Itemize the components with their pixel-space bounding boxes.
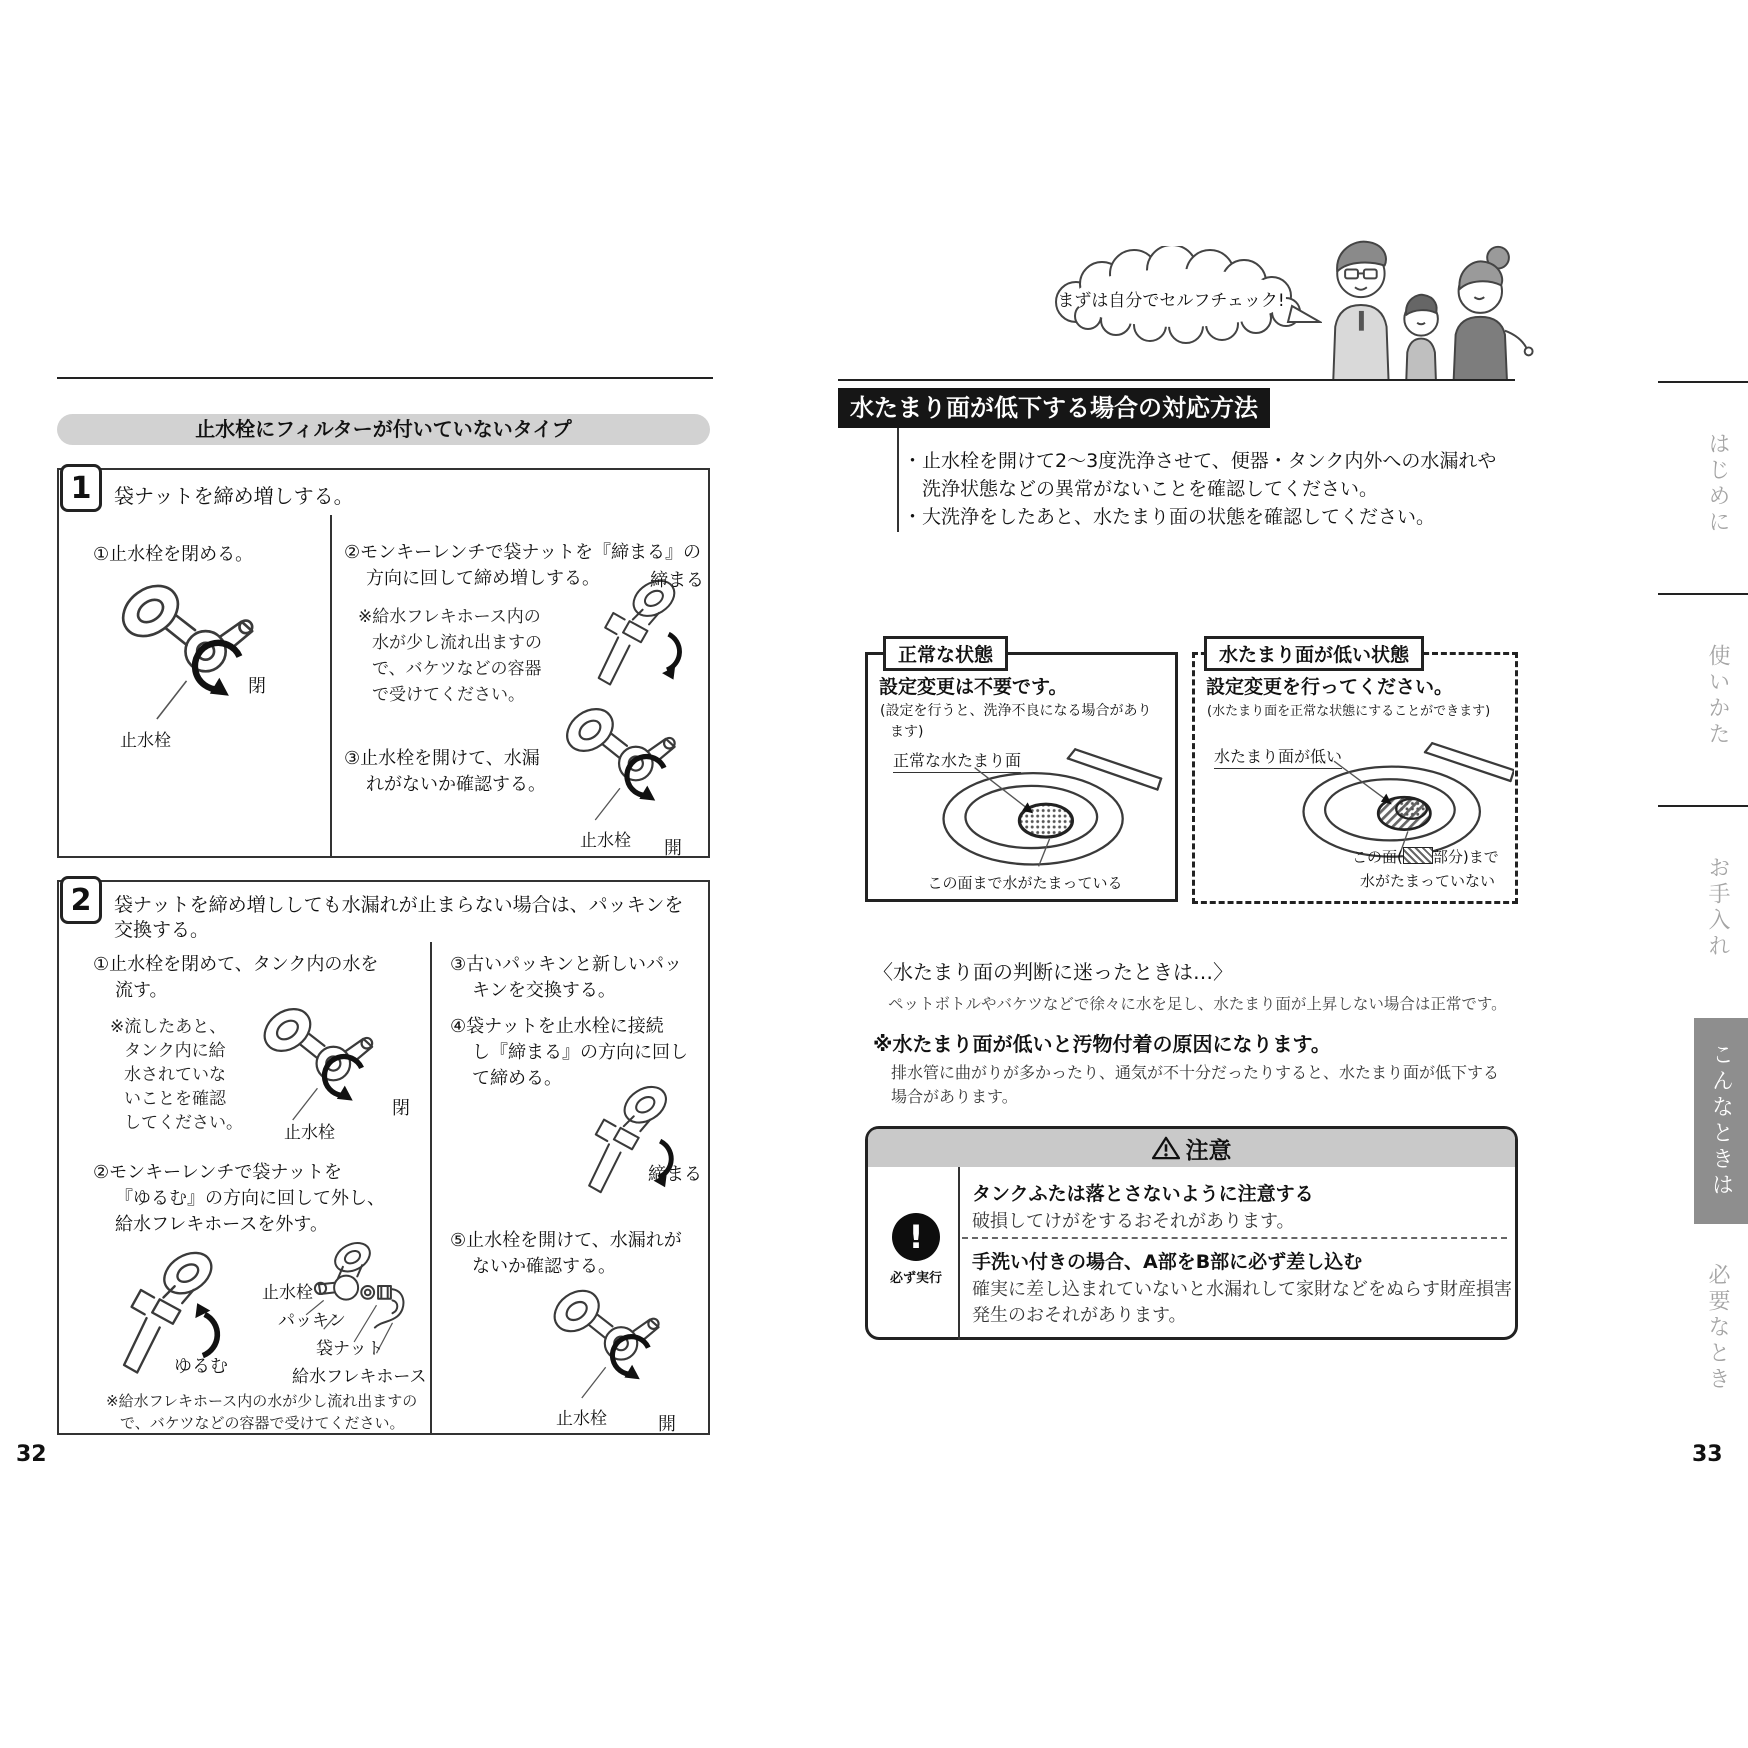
step1-instruction-2-line1: ②モンキーレンチで袋ナットを『締まる』の [344, 542, 701, 563]
family-illustration [1318, 232, 1538, 380]
wrench-tighten-illustration [548, 1080, 698, 1212]
caution-header [868, 1129, 1515, 1167]
cap-nut-label: 袋ナット [316, 1339, 384, 1359]
loosen-label: ゆるむ [174, 1356, 228, 1377]
step2-title-line2: 交換する。 [114, 919, 210, 941]
step2-instruction-2-line2: 『ゆるむ』の方向に回して外し、 [115, 1188, 385, 1209]
self-check-bubble [1040, 246, 1322, 348]
step2-instruction-1-line1: ①止水栓を閉めて、タンク内の水を [93, 954, 379, 975]
open-label: 開 [658, 1414, 676, 1435]
exclamation-circle-icon [892, 1213, 940, 1261]
caution-item1-title: タンクふたは落とさないように注意する [972, 1183, 1314, 1205]
step2-instruction-4-line2: し『締まる』の方向に回し [472, 1042, 688, 1063]
step1-instruction-2-line2: 方向に回して締め増しする。 [366, 568, 600, 589]
toilet-bowl-normal-illustration [920, 742, 1170, 870]
low-state-heading: 設定変更を行ってください。 [1206, 676, 1454, 698]
step2-note1-line4: いことを確認 [124, 1089, 226, 1109]
sidebar-rule-2 [1658, 593, 1748, 595]
flexible-hose-label: 給水フレキホース [292, 1367, 427, 1387]
bullet2: ・大洗浄をしたあと、水たまり面の状態を確認してください。 [903, 506, 1436, 528]
caution-header-label: 注意 [1185, 1137, 1232, 1164]
step2-number: 2 [60, 876, 102, 924]
right-page-number: 33 [1692, 1442, 1723, 1467]
caution-item2-body-line1: 確実に差し込まれていないと水漏れして家財などをぬらす財産損害 [972, 1279, 1512, 1300]
step2-note1-line1: ※流したあと、 [110, 1017, 227, 1037]
step2-note1-line2: タンク内に給 [124, 1041, 226, 1061]
left-section-header: 止水栓にフィルターが付いていないタイプ [57, 414, 710, 445]
normal-state-tab: 正常な状態 [883, 636, 1008, 671]
step2-instruction-1-line2: 流す。 [115, 980, 168, 1001]
step2-instruction-4-line3: て締める。 [472, 1068, 562, 1089]
stop-valve-label: 止水栓 [556, 1409, 607, 1429]
sidebar-tab-konnatokiwa [1694, 1018, 1748, 1224]
left-page-number: 32 [16, 1442, 47, 1467]
stop-valve-open-illustration [525, 1282, 700, 1427]
low-water-warning-line1: 排水管に曲がりが多かったり、通気が不十分だったりすると、水たまり面が低下する [891, 1063, 1500, 1082]
open-label: 開 [664, 838, 682, 859]
sidebar-tab-tsukaikata: 使いかた [1705, 644, 1730, 748]
step2-instruction-2-line1: ②モンキーレンチで袋ナットを [93, 1162, 342, 1183]
step1-instruction-3-line2: れがないか確認する。 [366, 774, 546, 795]
normal-state-sub-line2: ます) [890, 724, 924, 740]
caption-text-pre: この面( [1352, 848, 1403, 866]
step1-note-line3: で、バケツなどの容器 [372, 659, 542, 679]
self-check-text: まずは自分でセルフチェック! [1057, 291, 1285, 311]
sidebar-tab-konnatokiwa-label: こんなときは [1708, 1043, 1734, 1199]
low-water-surface-label: 水たまり面が低い [1214, 744, 1342, 769]
bullet1-line1: ・止水栓を開けて2〜3度洗浄させて、便器・タンク内外への水漏れや [903, 450, 1497, 472]
stop-valve-label: 止水栓 [284, 1123, 335, 1143]
stop-valve-label: 止水栓 [120, 731, 171, 751]
normal-state-caption: この面まで水がたまっている [927, 874, 1123, 892]
closed-label: 閉 [248, 676, 266, 697]
step1-number: 1 [60, 464, 102, 512]
step1-instruction-1: ①止水栓を閉める。 [93, 544, 254, 565]
warning-triangle-icon [1152, 1136, 1180, 1160]
sidebar-tab-hitsuyounatoki: 必要なとき [1705, 1263, 1730, 1393]
step1-note-line2: 水が少し流れ出ますの [372, 633, 542, 653]
closed-label: 閉 [392, 1098, 410, 1119]
right-page-top-rule [838, 379, 1515, 381]
step2-note1-line5: してください。 [124, 1113, 243, 1133]
toilet-bowl-low-illustration [1282, 736, 1514, 862]
normal-water-surface-label: 正常な水たまり面 [893, 748, 1021, 773]
step2-note2-line2: で、バケツなどの容器で受けてください。 [120, 1414, 405, 1432]
tighten-label: 締まる [650, 570, 704, 591]
caution-item1-body: 破損してけがをするおそれがあります。 [972, 1211, 1295, 1232]
sidebar-rule-1 [1658, 381, 1748, 383]
sidebar-tab-oteire: お手入れ [1705, 856, 1730, 960]
judge-body: ペットボトルやバケツなどで徐々に水を足し、水たまり面が上昇しない場合は正常です。 [888, 995, 1507, 1013]
judge-heading: 〈水たまり面の判断に迷ったときは…〉 [873, 960, 1233, 984]
header-leader-line [897, 428, 899, 532]
step2-note2-line1: ※給水フレキホース内の水が少し流れ出ますの [106, 1392, 418, 1410]
hatched-area-swatch [1403, 847, 1433, 864]
low-state-caption-line2: 水がたまっていない [1360, 872, 1496, 890]
mandatory-label: 必ず実行 [889, 1271, 942, 1286]
low-water-warning-line2: 場合があります。 [891, 1087, 1018, 1106]
step1-instruction-3-line1: ③止水栓を開けて、水漏 [344, 748, 540, 769]
packing-label: パッキン [278, 1311, 346, 1331]
step1-title: 袋ナットを締め増しする。 [114, 484, 354, 508]
low-state-tab: 水たまり面が低い状態 [1204, 636, 1424, 671]
step2-instruction-3-line2: キンを交換する。 [472, 980, 616, 1001]
caution-dashed-divider [962, 1237, 1507, 1239]
caution-box [865, 1126, 1518, 1340]
normal-state-sub-line1: (設定を行うと、洗浄不良になる場合があり [880, 703, 1152, 719]
step2-column-divider [430, 942, 432, 1435]
step1-note-line4: で受けてください。 [372, 685, 525, 705]
step2-instruction-3-line1: ③古いパッキンと新しいパッ [450, 954, 682, 975]
step2-note1-line3: 水されていな [124, 1065, 226, 1085]
step1-note-line1: ※給水フレキホース内の [358, 607, 541, 627]
caption-text-post: 部分)まで [1432, 848, 1499, 866]
caution-item2-body-line2: 発生のおそれがあります。 [972, 1305, 1187, 1326]
bullet1-line2: 洗浄状態などの異常がないことを確認してください。 [922, 478, 1379, 500]
low-state-caption-line1 [1352, 846, 1499, 867]
step2-instruction-5-line2: ないか確認する。 [472, 1256, 616, 1277]
stop-valve-label: 止水栓 [262, 1283, 313, 1303]
tighten-label: 締まる [648, 1164, 702, 1185]
right-section-header: 水たまり面が低下する場合の対応方法 [838, 388, 1270, 428]
step2-instruction-4-line1: ④袋ナットを止水栓に接続 [450, 1016, 664, 1037]
stop-valve-label: 止水栓 [580, 831, 631, 851]
normal-state-heading: 設定変更は不要です。 [879, 676, 1068, 698]
caution-item2-title: 手洗い付きの場合、A部をB部に必ず差し込む [972, 1251, 1363, 1273]
sidebar-rule-3 [1658, 805, 1748, 807]
caution-divider [958, 1167, 960, 1340]
step2-instruction-2-line3: 給水フレキホースを外す。 [115, 1214, 328, 1235]
wrench-tighten-illustration [558, 574, 706, 704]
step1-column-divider [330, 515, 332, 858]
sidebar-tab-hajimeni: はじめに [1705, 432, 1730, 536]
left-page-top-rule [57, 377, 713, 379]
low-water-warning-heading: ※水たまり面が低いと汚物付着の原因になります。 [873, 1032, 1331, 1056]
exclamation-glyph: ! [908, 1218, 924, 1256]
step2-instruction-5-line1: ⑤止水栓を開けて、水漏れが [450, 1230, 682, 1251]
step2-title-line1: 袋ナットを締め増ししても水漏れが止まらない場合は、パッキンを [114, 894, 684, 916]
low-state-sub: (水たまり面を正常な状態にすることができます) [1207, 704, 1491, 719]
